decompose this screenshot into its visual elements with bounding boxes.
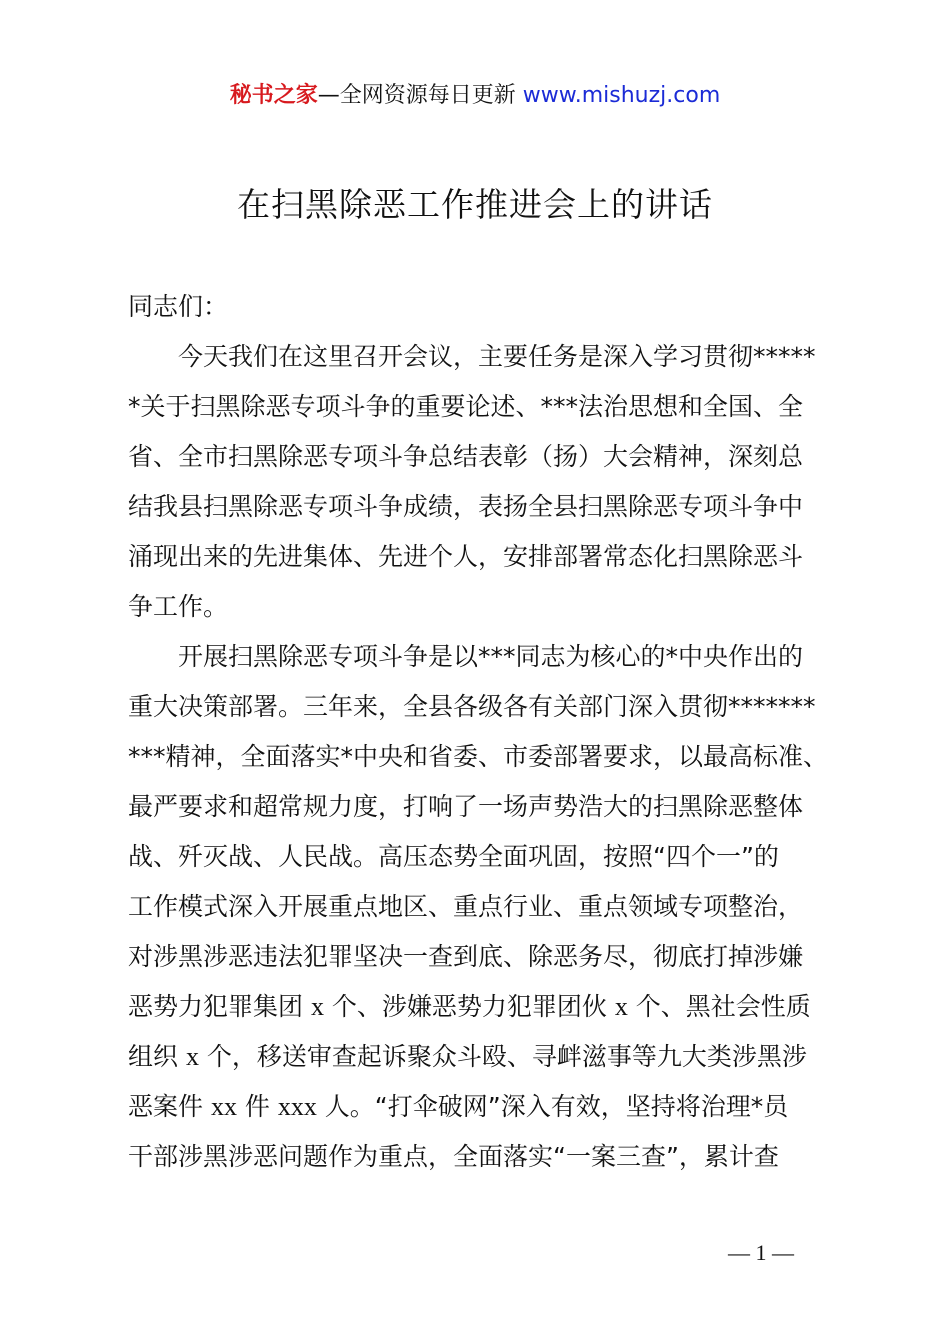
text-run: 人。“打伞破网”深入有效，坚持将治理*员: [316, 1092, 789, 1121]
text-run: 件: [236, 1092, 278, 1121]
paragraph-line: 干部涉黑涉恶问题作为重点，全面落实“一案三查”，累计查: [128, 1142, 779, 1171]
document-body: [128, 282, 836, 1182]
text-run: 个、黑社会性质: [627, 992, 811, 1021]
placeholder-number: xx: [210, 1092, 237, 1121]
paragraph-line: 省、全市扫黑除恶专项斗争总结表彰（扬）大会精神，深刻总: [128, 442, 804, 471]
paragraph-line: 开展扫黑除恶专项斗争是以***同志为核心的*中央作出的: [178, 642, 804, 671]
text-run: 个，移送审查起诉聚众斗殴、寻衅滋事等九大类涉黑涉: [198, 1042, 807, 1071]
site-tagline: —全网资源每日更新: [317, 83, 523, 108]
paragraph-line: 最严要求和超常规力度，打响了一场声势浩大的扫黑除恶整体: [128, 792, 804, 821]
text-run: 个、涉嫌恶势力犯罪团伙: [323, 992, 615, 1021]
text-run: 组织: [128, 1042, 186, 1071]
site-brand: 秘书之家: [229, 83, 318, 108]
paragraph-line: 重大决策部署。三年来，全县各级各有关部门深入贯彻*******: [128, 692, 816, 721]
placeholder-number: x: [310, 992, 324, 1021]
paragraph-line: [128, 1032, 836, 1082]
text-run: 恶势力犯罪集团: [128, 992, 311, 1021]
text-run: 恶案件: [128, 1092, 211, 1121]
page-number: — 1 —: [728, 1240, 794, 1265]
paragraph-line: 工作模式深入开展重点地区、重点行业、重点领域专项整治，: [128, 892, 804, 921]
paragraph-2: [128, 632, 836, 1182]
paragraph-line: ***精神，全面落实*中央和省委、市委部署要求，以最高标准、: [128, 742, 829, 771]
paragraph-line: [128, 1082, 836, 1132]
paragraph-line: 结我县扫黑除恶专项斗争成绩，表扬全县扫黑除恶专项斗争中: [128, 492, 804, 521]
paragraph-line: 战、歼灭战、人民战。高压态势全面巩固，按照“四个一”的: [128, 842, 779, 871]
paragraph-line: 涌现出来的先进集体、先进个人，安排部署常态化扫黑除恶斗: [128, 542, 804, 571]
salutation: 同志们：: [128, 292, 229, 321]
paragraph-line: *关于扫黑除恶专项斗争的重要论述、***法治思想和全国、全: [128, 392, 804, 421]
paragraph-line: [128, 982, 836, 1032]
site-header: [0, 80, 950, 112]
placeholder-number: x: [185, 1042, 199, 1071]
placeholder-number: xxx: [277, 1092, 317, 1121]
placeholder-number: x: [614, 992, 628, 1021]
paragraph-1: [128, 332, 836, 632]
site-url-link[interactable]: www.mishuzj.com: [522, 83, 721, 108]
document-title: 在扫黑除恶工作推进会上的讲话: [237, 185, 713, 224]
paragraph-line: 今天我们在这里召开会议，主要任务是深入学习贯彻*****: [178, 342, 816, 371]
paragraph-line: 对涉黑涉恶违法犯罪坚决一查到底、除恶务尽，彻底打掉涉嫌: [128, 942, 804, 971]
paragraph-line: 争工作。: [128, 592, 229, 621]
